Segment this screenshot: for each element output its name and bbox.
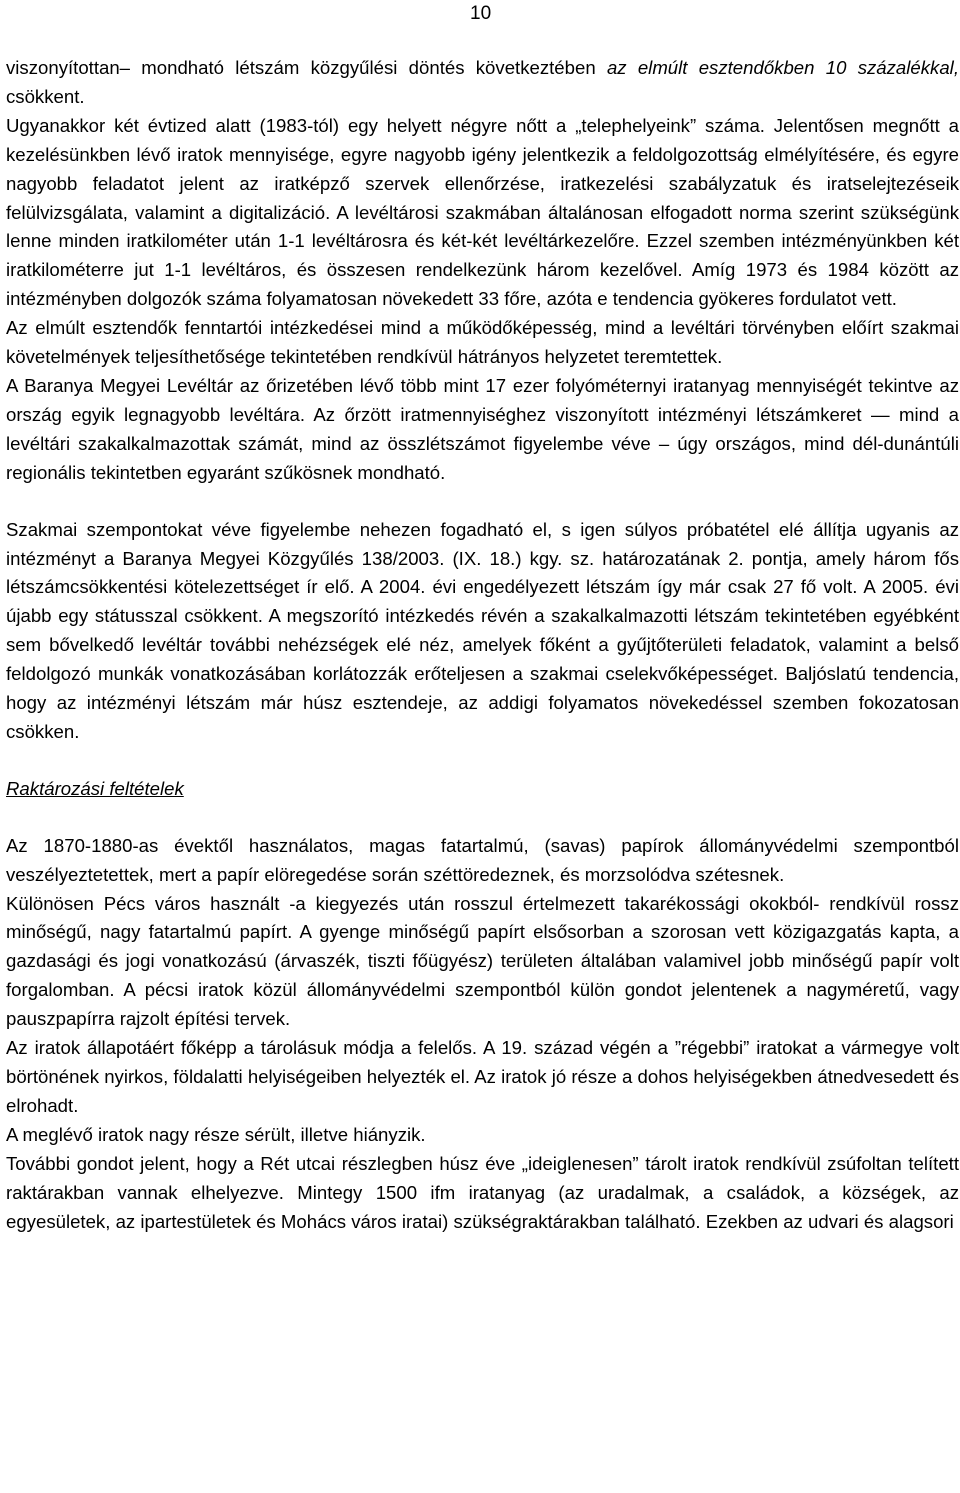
paragraph-text: viszonyítottan– mondható létszám közgyűlési döntés következtében [6,57,607,78]
paragraph: A Baranya Megyei Levéltár az őrizetében lévő több mint 17 ezer folyóméternyi iratanyag mennyiségét tekintve az ország egyik legnagyobb levéltára. Az őrzött iratmennyiséghez viszonyított intézményi létszámkeret — mind a levéltári szakalkalmazottak számát, mind az összlétszámot figyelembe véve – úgy országos, mind dél-dunántúli regionális tekintetben egyaránt szűkösnek mondható. [6,374,959,483]
paragraph: Szakmai szempontokat véve figyelembe nehezen fogadható el, s igen súlyos próbatétel elé állítja ugyanis az intézményt a Baranya Megyei Közgyűlés 138/2003. (IX. 18.) kgy. sz. határozatának 2. pontja, amely három fős létszámcsökkentési kötelezettséget ír elő. A 2004. évi engedélyezett létszám így már csak 27 fő volt. A 2005. évi újabb egy státusszal csökkent. A megszorító intézkedés révén a szakalkalmazotti létszám tekintetében egyébként sem bővelkedő levéltár további nehézségek elé néz, amelyek főként a gyűjtőterületi feladatok, valamint a belső feldolgozó munkák vonatkozásában korlátozzák erőteljesen a szakmai cselekvőképességet. Baljóslatú tendencia, hogy az intézményi létszám már húsz esztendeje, az addigi folyamatos növekedéssel szemben fokozatosan csökken. [6,518,959,742]
page-number: 10 [470,3,492,24]
paragraph-text: csökkent. [6,85,85,107]
paragraph [6,54,959,112]
paragraph: Az elmúlt esztendők fenntartói intézkedései mind a működőképesség, mind a levéltári törvényben előírt szakmai követelmények teljesíthetősége tekintetében rendkívül hátrányos helyzetet teremtettek. [6,317,959,368]
paragraph: A meglévő iratok nagy része sérült, illetve hiányzik. [6,1123,426,1145]
paragraph: Az 1870-1880-as évektől használatos, magas fatartalmú, (savas) papírok állományvédelmi szempontból veszélyeztetettek, mert a papír elöregedése során széttöredeznek, és morzsolódva szétesnek. [6,834,959,885]
italic-text: az elmúlt esztendőkben 10 százalékkal, [606,57,959,78]
paragraph: Ugyanakkor két évtized alatt (1983-tól) egy helyett négyre nőtt a „telephelyeink” száma. Jelentősen megnőtt a kezelésünkben lévő iratok mennyisége, egyre nagyobb igény jelentkezik a feldolgozottság elmélyítésére, és egyre nagyobb feladatot jelent az iratképző szervek ellenőrzése, iratkezelési szabályzatuk és iratselejtezéseik felülvizsgálata, valamint a digitalizáció. A levéltárosi szakmában általánosan elfogadott norma szerint szükségünk lenne minden iratkilométer után 1-1 levéltárosra és két-két levéltárkezelőre. Ezzel szemben intézményünkben két iratkilométerre jut 1-1 levéltáros, és összesen rendelkezünk három kezelővel. Amíg 1973 és 1984 között az intézményben dolgozók száma folyamatosan növekedett 33 főre, azóta e tendencia gyökeres fordulatot vett. [6,114,959,310]
paragraph: Az iratok állapotáért főképp a tárolásuk módja a felelős. A 19. század végén a ”régebbi” iratokat a vármegye volt börtönének nyirkos, földalatti helyiségeiben helyezték el. Az iratok jó része a dohos helyiségekben átnedvesedett és elrohadt. [6,1037,960,1116]
document-body [6,54,959,1236]
paragraph: Különösen Pécs város használt -a kiegyezés után rosszul értelmezett takarékossági okokból- rendkívül rossz minőségű, nagy fatartalmú papírt. A gyenge minőségű papírt elsősorban a szorosan vett közigazgatás kapta, a gazdasági és jogi vonatkozású (árvaszék, tiszti főügyész) területen általában valamivel jobb minőségű papír volt forgalomban. A pécsi iratok közül állományvédelmi szempontból külön gondot jelentenek a nagyméretű, vagy pauszpapírra rajzolt építési tervek. [6,892,959,1030]
paragraph: További gondot jelent, hogy a Rét utcai részlegben húsz éve „ideiglenesen” tárolt iratok rendkívül zsúfoltan telített raktárakban vannak elhelyezve. Mintegy 1500 ifm iratanyag (az uradalmak, a családok, a községek, az egyesületek, az ipartestületek és Mohács város iratai) szükségraktárakban található. Ezekben az udvari és alagsori [6,1152,959,1232]
section-heading: Raktározási feltételek [6,777,184,799]
